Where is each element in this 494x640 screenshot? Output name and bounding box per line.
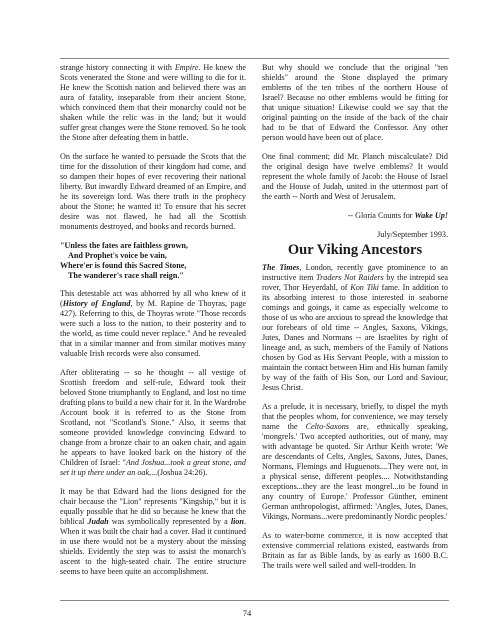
book-title: Kon Tiki: [350, 283, 379, 292]
attribution-date: July/September 1993.: [377, 230, 448, 239]
verse-line: And Prophet's voice be vain,: [68, 251, 167, 260]
attribution: -- Gloria Counts for Wake Up!: [347, 211, 448, 220]
paragraph: But why should we conclude that the original "ten shields" around the Stone displayed the primary emblems of the ten tribes of the northern House of Israel? Because no other emblems would be fitting for that unique situation! Likewise could we say that the original painting on the inside of the back of the chair had to be that of Edward the Confessor. Any other person would have been out of place.: [262, 63, 448, 142]
scripture-quote: And Joshua...took a great stone, and set it up there under an oak,: [60, 458, 246, 477]
publication-title: Wake Up!: [414, 211, 448, 220]
paragraph: As a prelude, it is necessary, briefly, to dispel the myth that the peoples whom, for convenience, we may tersely name the Celto-Saxons are, ethnically speaking, 'mongrels.' Two accepted authorities, out of many, may with advantage be quoted. Sir Arthur Keith wrote: 'We are descendants of Celts, Angles, Saxons, Jutes, Danes, Normans, Flemings and Huguenots....They were not, in a physical sense, different peoples.... Notwithstanding exceptions...they are the least mongrel...to be found in any country of Europe.' Professor Günther, eminent German anthropologist, affirmed: 'Angles, Jutes, Danes, Vikings, Normans...were predominantly Nordic peoples.': [262, 402, 448, 521]
paragraph: This detestable act was abhorred by all who knew of it (History of England, by M. Rapine de Thoyras, page 427). Referring to this, de Thoyras wrote "Those records were such a loss to the nation, to their posterity and to the world, as time could never replace." And he revealed that in a similar manner and from similar motives many valuable Irish records were also consumed.: [60, 289, 246, 358]
emphasis: Judah: [87, 517, 109, 526]
verse-quote: [60, 241, 246, 281]
verse-line: The wanderer's race shall reign.": [68, 271, 184, 280]
top-rule: [60, 58, 449, 59]
verse-line: "Unless the fates are faithless grown,: [60, 241, 188, 250]
paragraph: It may be that Edward had the lions designed for the chair because the "Lion" represents "Kingship," but it is equally possible that he did so because he knew that the biblical Judah was symbolically represented by a lion. When it was built the chair had a cover. Had it continued in use there would not be a mystery about the missing shields. Evidently the step was to assist the monarch's ascent to the high-seated chair. The entire structure seems to have been quite an accomplishment.: [60, 487, 246, 576]
emphasis: Empire: [174, 63, 199, 72]
article-title: Traders Not Raiders: [316, 273, 384, 282]
book-title: History of England: [62, 299, 131, 308]
paragraph: One final comment; did Mr. Planch miscalculate? Did the original design have twelve emblems? It would represent the whole family of Jacob: the House of Israel and the House of Judah, united in the uttermost part of the earth -- North and West of Jerusalem.: [262, 152, 448, 201]
left-column: [60, 63, 246, 579]
paragraph: The Times, London, recently gave prominence to an instructive item Traders Not Raiders by the intrepid sea rover, Thor Heyerdahl, of Kon Tiki fame. In addition to its absorbing interest to those interested in seaborne comings and goings, it came as especially welcome to those of us who are anxious to spread the knowledge that our forebears of old time -- Angles, Saxons, Vikings, Jutes, Danes and Normans -- are Israelites by right of lineage and, as such, members of the Family of Nations chosen by God as His Servant People, with a mission to maintain the contact between Him and His human family by way of the faith of His Son, our Lord and Saviour, Jesus Christ.: [262, 263, 448, 392]
paragraph: On the surface he wanted to persuade the Scots that the time for the dissolution of their kingdom had come, and so dampen their hopes of ever recovering their national liberty. But inwardly Edward dreamed of an Empire, and he its sovereign lord. Was there truth in the prophecy about the Stone; he wanted it! To ensure that his secret desire was not flawed, he had all the Scottish monuments destroyed, and books and records burned.: [60, 152, 246, 231]
emphasis: Celto-Saxons: [305, 422, 349, 431]
publication-title: The Times: [262, 263, 300, 272]
emphasis: lion: [230, 517, 244, 526]
paragraph: As to water-borne commerce, it is now accepted that extensive commercial relations existed, eastwards from Britain as far as Bible lands, by as early as 1600 B.C. The trails were well sailed and well-trodden. In: [262, 531, 448, 570]
paragraph: strange history connecting it with Empire. He knew the Scots venerated the Stone and were willing to die for it. He knew the Scottish nation and believed there was an aura of fatality, inseparable from their ancient Stone, which convinced them that their monarchy could not be shaken while the relic was in the land; but it would suffer great changes were the Stone removed. So he took the Stone after defeating them in battle.: [60, 63, 246, 142]
right-column: [262, 63, 448, 573]
section-heading: Our Viking Ancestors: [287, 242, 423, 258]
paragraph: After obliterating -- so he thought -- all vestige of Scottish freedom and self-rule, Edward took their beloved Stone triumphantly to England, and lost no time drafting plans to build a new chair for it. In the Wardrobe Account book it is referred to as the Stone from Scotland, not "Scotland's Stone." Also, it seems that someone provided knowledge convincing Edward to change from a bronze chair to an oaken chair, and again he appears to have looked back on the history of the Children of Israel: "And Joshua...took a great stone, and set it up there under an oak,...(Joshua 24:26).: [60, 368, 247, 477]
bottom-rule: [60, 600, 449, 601]
page-number: 74: [242, 608, 252, 618]
verse-line: Where'er is found this Sacred Stone,: [60, 261, 187, 270]
